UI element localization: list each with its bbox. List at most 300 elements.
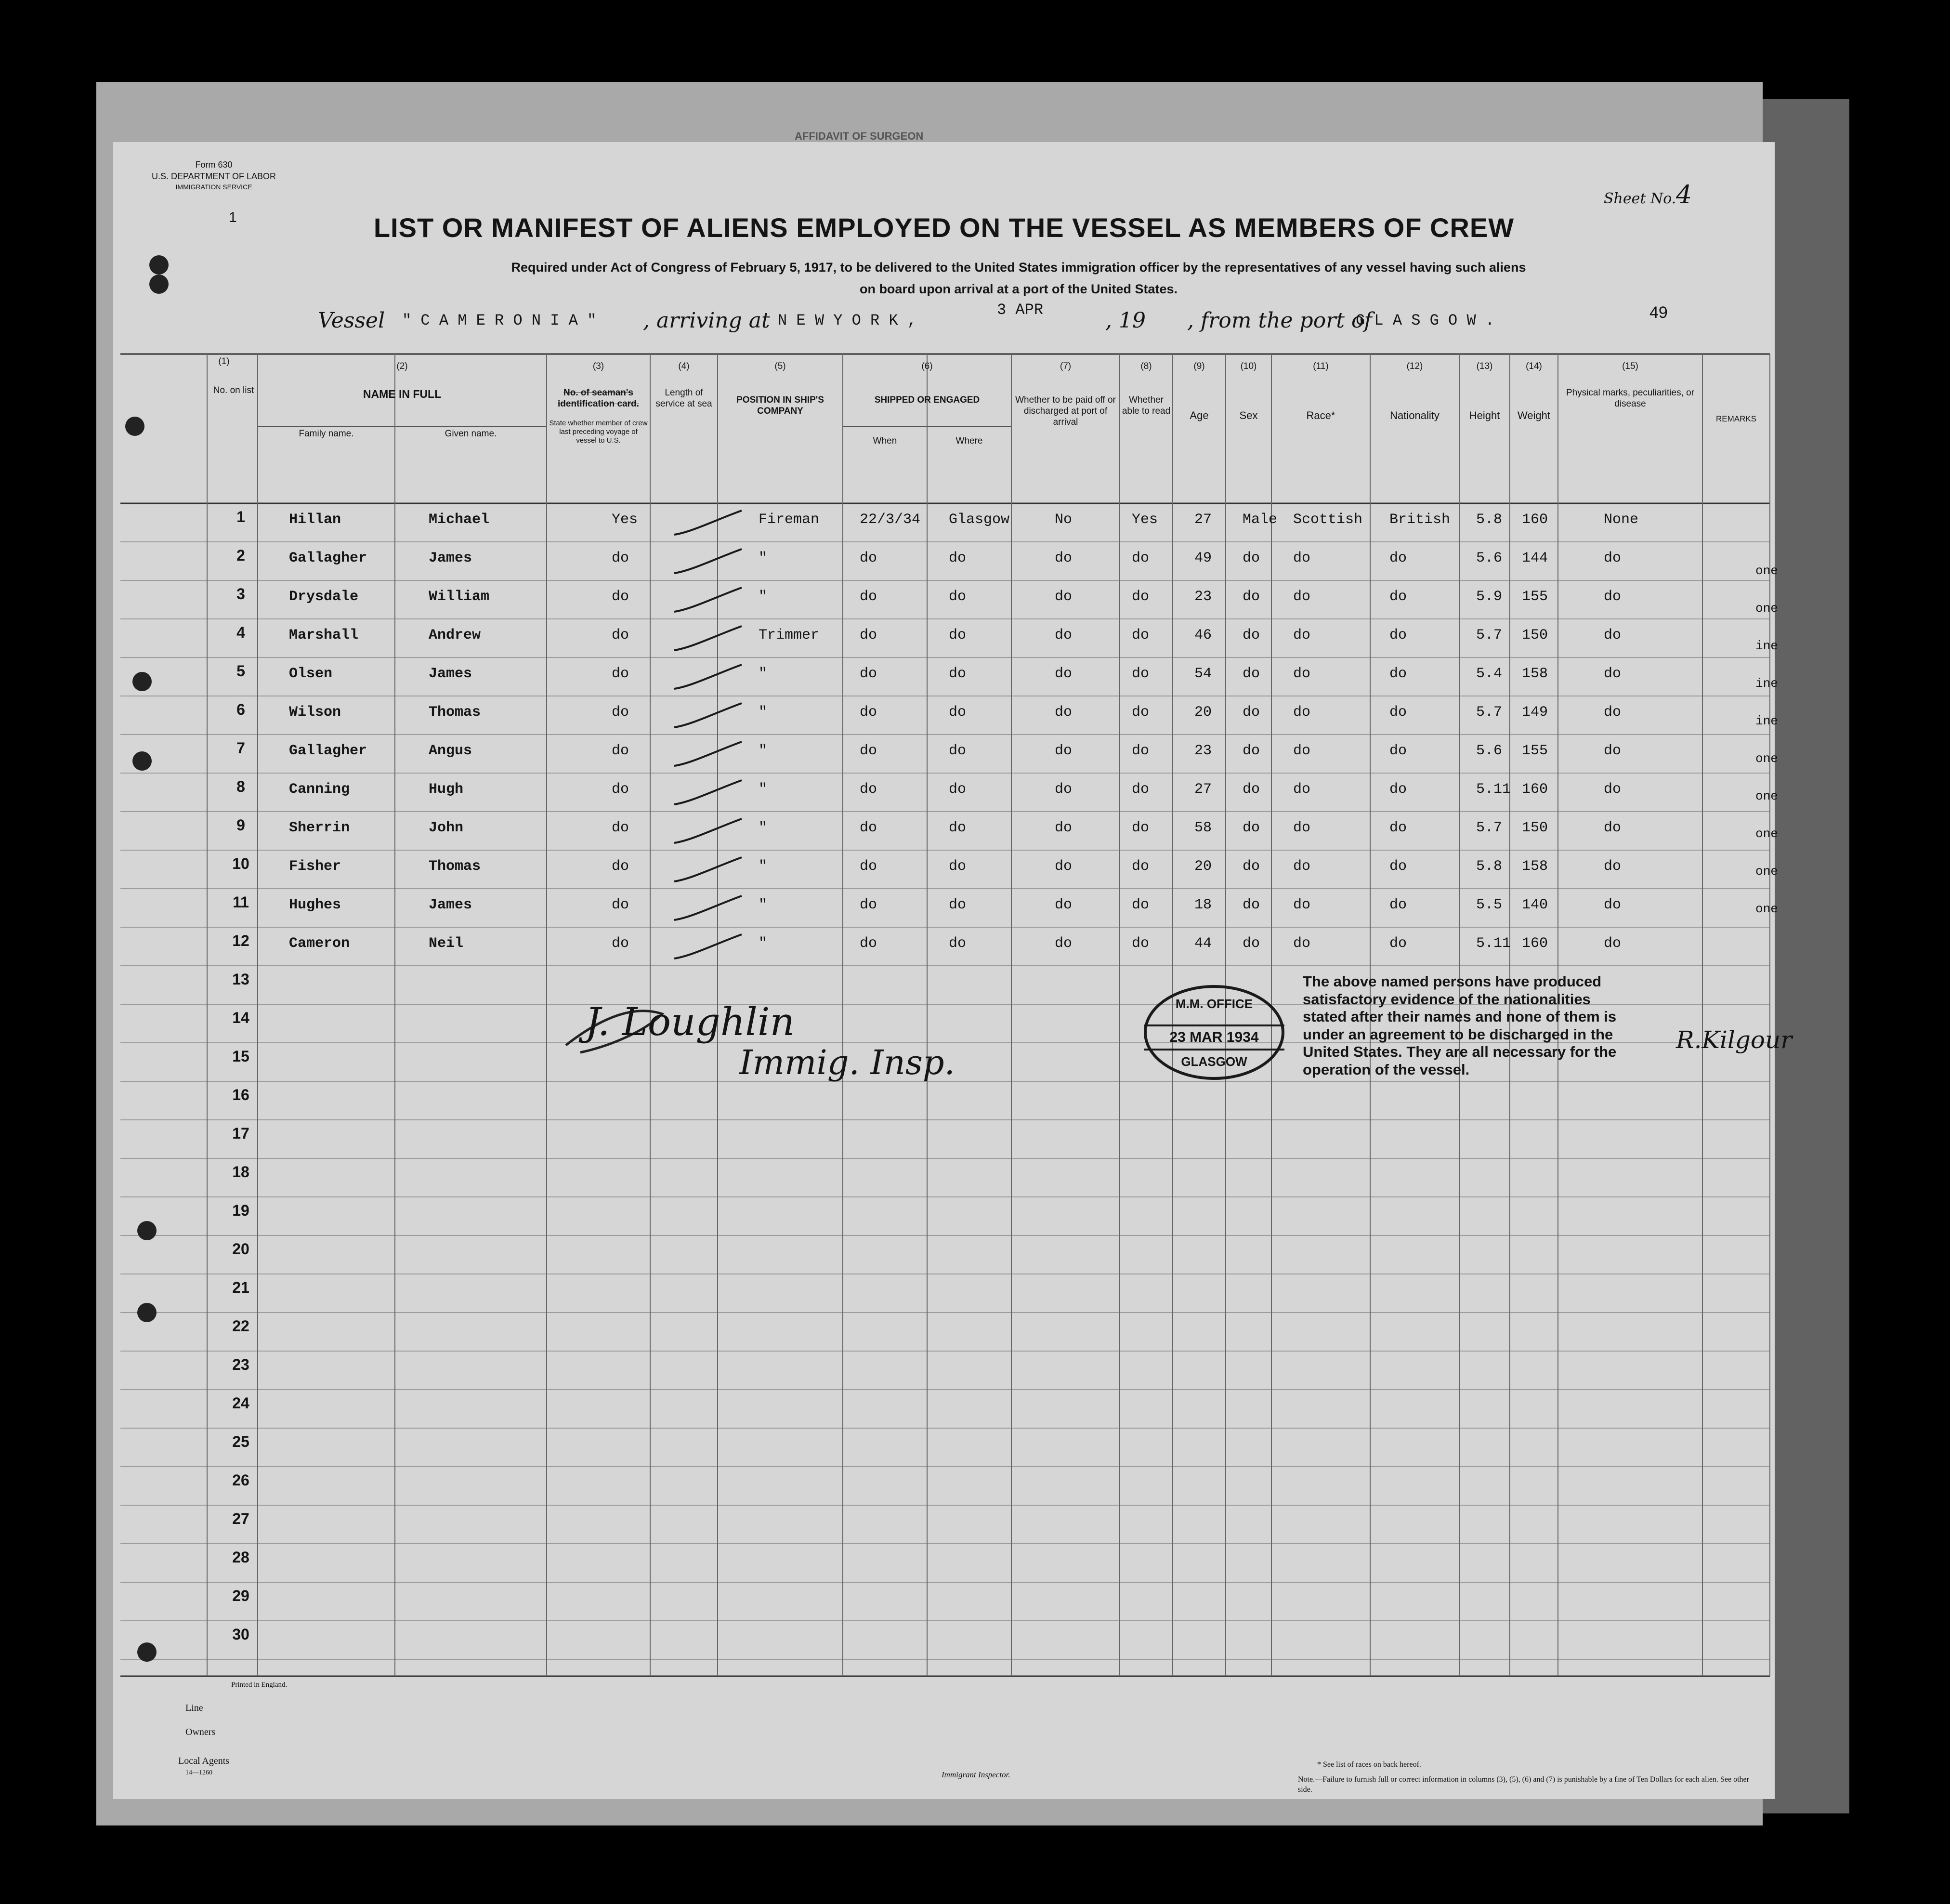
punch-hole (137, 1303, 157, 1322)
shipped-where: do (949, 550, 967, 566)
family-name: Gallagher (289, 743, 367, 759)
physical-marks: do (1604, 935, 1622, 952)
col-header-race: Race* (1306, 409, 1335, 421)
remarks-fragment: one (1755, 751, 1778, 766)
race: Scottish (1293, 512, 1363, 528)
sex: do (1243, 935, 1260, 952)
given-name: William (429, 589, 490, 605)
age: 27 (1194, 512, 1212, 528)
row-number: 24 (232, 1394, 249, 1412)
row-number: 25 (232, 1433, 249, 1450)
remarks-fragment: one (1755, 902, 1778, 916)
corner-mark: 1 (229, 210, 237, 225)
agents-code: 14—1260 (185, 1769, 212, 1776)
row-number: 9 (236, 816, 245, 834)
shipped-where: do (949, 897, 967, 913)
service-tick-mark (672, 701, 744, 735)
row-number: 10 (232, 855, 249, 872)
paid-off: do (1055, 627, 1073, 643)
paid-off: do (1055, 666, 1073, 682)
row-number: 19 (232, 1202, 249, 1219)
row-number: 18 (232, 1163, 249, 1181)
shipped-when: do (860, 666, 877, 682)
given-name: James (429, 897, 472, 913)
able-to-read: Yes (1132, 512, 1158, 528)
sex: do (1243, 666, 1260, 682)
sex: do (1243, 820, 1260, 836)
col-header-paid-off: Whether to be paid off or discharged at port of arrival (1015, 395, 1116, 427)
shipped-when: do (860, 589, 877, 605)
stamp-port: GLASGOW (1181, 1054, 1247, 1069)
physical-marks: do (1604, 550, 1622, 566)
remarks-fragment: ine (1755, 639, 1778, 653)
punch-hole (132, 751, 152, 771)
row-number: 22 (232, 1317, 249, 1335)
physical-marks: do (1604, 589, 1622, 605)
sex: Male (1243, 512, 1278, 528)
shipped-when: do (860, 781, 877, 798)
subtitle-line-2: on board upon arrival at a port of the United States. (859, 282, 1178, 296)
col-header-read: Whether able to read (1122, 395, 1171, 416)
col-num-1: (1) (218, 356, 230, 367)
row-number: 11 (233, 893, 249, 911)
family-name: Marshall (289, 627, 359, 643)
stamp-office: M.M. OFFICE (1175, 997, 1253, 1011)
race: do (1293, 589, 1311, 605)
remarks-fragment: one (1755, 827, 1778, 841)
able-to-read: do (1132, 781, 1150, 798)
race: do (1293, 935, 1311, 952)
shipped-when: do (860, 897, 877, 913)
nationality: do (1389, 589, 1407, 605)
able-to-read: do (1132, 666, 1150, 682)
col-header-card-note: State whether member of crew last preceding voyage of vessel to U.S. (549, 419, 648, 445)
row-number: 14 (232, 1009, 249, 1026)
sex: do (1243, 897, 1260, 913)
age: 49 (1194, 550, 1212, 566)
service-tick-mark (672, 508, 744, 542)
row-number: 8 (236, 778, 245, 795)
weight: 160 (1522, 781, 1548, 798)
page-mark: 49 (1649, 303, 1668, 322)
row-number: 21 (232, 1279, 249, 1296)
row-number: 17 (232, 1125, 249, 1142)
card-status: do (612, 897, 629, 913)
service-tick-mark (672, 893, 744, 927)
shipped-where: do (949, 858, 967, 875)
position: " (759, 666, 768, 682)
shipped-when: do (860, 743, 877, 759)
physical-marks: None (1604, 512, 1639, 528)
row-number: 23 (232, 1356, 249, 1373)
service-tick-mark (672, 585, 744, 619)
height: 5.9 (1476, 589, 1503, 605)
card-status: do (612, 743, 629, 759)
year-label: , 19 (1105, 308, 1146, 333)
shipped-where: do (949, 627, 967, 643)
row-number: 29 (232, 1587, 249, 1604)
weight: 158 (1522, 858, 1548, 875)
family-name: Hughes (289, 897, 341, 913)
sex: do (1243, 704, 1260, 721)
shipped-where: do (949, 820, 967, 836)
paid-off: do (1055, 704, 1073, 721)
age: 46 (1194, 627, 1212, 643)
age: 20 (1194, 704, 1212, 721)
physical-marks: do (1604, 704, 1622, 721)
age: 44 (1194, 935, 1212, 952)
col-num-6: (6) (921, 361, 933, 371)
position: " (759, 935, 768, 952)
col-num-9: (9) (1193, 361, 1205, 371)
height: 5.7 (1476, 820, 1503, 836)
given-name: Thomas (429, 858, 481, 875)
fine-note: Note.—Failure to furnish full or correct information in columns (3), (5), (6) and (7) is punishable by a fine of Ten Dollars for each alien. See other side. (1298, 1775, 1749, 1794)
family-name: Sherrin (289, 820, 350, 836)
sex: do (1243, 781, 1260, 798)
arrival-date: 3 APR (997, 301, 1044, 319)
given-name: John (429, 820, 464, 836)
row-number: 5 (236, 662, 245, 680)
remarks-fragment: one (1755, 864, 1778, 879)
service-tick-mark (672, 932, 744, 966)
punch-hole (137, 1642, 157, 1662)
height: 5.7 (1476, 627, 1503, 643)
position: " (759, 550, 768, 566)
position: " (759, 589, 768, 605)
row-number: 28 (232, 1549, 249, 1566)
height: 5.5 (1476, 897, 1503, 913)
family-name: Hillan (289, 512, 341, 528)
nationality: do (1389, 627, 1407, 643)
race: do (1293, 743, 1311, 759)
shipped-where: do (949, 589, 967, 605)
given-name: James (429, 550, 472, 566)
race: do (1293, 897, 1311, 913)
position: " (759, 704, 768, 721)
service-tick-mark (672, 624, 744, 657)
col-header-age: Age (1190, 409, 1209, 421)
able-to-read: do (1132, 589, 1150, 605)
paid-off: do (1055, 743, 1073, 759)
card-status: Yes (612, 512, 638, 528)
owners-label: Owners (185, 1727, 216, 1737)
weight: 150 (1522, 820, 1548, 836)
able-to-read: do (1132, 935, 1150, 952)
family-name: Fisher (289, 858, 341, 875)
service-tick-mark (672, 855, 744, 889)
service-tick-mark (672, 547, 744, 580)
given-name: James (429, 666, 472, 682)
punch-hole (125, 417, 144, 436)
card-status: do (612, 666, 629, 682)
weight: 160 (1522, 512, 1548, 528)
line-label: Line (185, 1703, 203, 1713)
family-name: Gallagher (289, 550, 367, 566)
card-status: do (612, 550, 629, 566)
card-status: do (612, 858, 629, 875)
physical-marks: do (1604, 897, 1622, 913)
origin-port: G L A S G O W . (1356, 312, 1495, 329)
row-number: 7 (236, 739, 245, 757)
nationality: do (1389, 666, 1407, 682)
height: 5.4 (1476, 666, 1503, 682)
card-status: do (612, 704, 629, 721)
service-tick-mark (672, 739, 744, 773)
col-header-weight: Weight (1517, 409, 1551, 421)
nationality: do (1389, 550, 1407, 566)
service-tick-mark (672, 816, 744, 850)
col-header-nationality: Nationality (1390, 409, 1440, 421)
nationality: do (1389, 820, 1407, 836)
physical-marks: do (1604, 781, 1622, 798)
race: do (1293, 550, 1311, 566)
shipped-when: do (860, 935, 877, 952)
weight: 150 (1522, 627, 1548, 643)
form-issuer (152, 159, 276, 191)
position: " (759, 820, 768, 836)
able-to-read: do (1132, 743, 1150, 759)
position: " (759, 743, 768, 759)
vessel-name: " C A M E R O N I A " (402, 312, 597, 329)
nationality: do (1389, 781, 1407, 798)
position: " (759, 858, 768, 875)
row-number: 2 (236, 547, 245, 564)
physical-marks: do (1604, 743, 1622, 759)
col-header-name: NAME IN FULL (363, 388, 442, 400)
nationality: do (1389, 704, 1407, 721)
card-status: do (612, 820, 629, 836)
family-name: Cameron (289, 935, 350, 952)
punch-hole (149, 275, 169, 294)
height: 5.6 (1476, 550, 1503, 566)
vessel-label: Vessel (318, 308, 385, 333)
col-num-2: (2) (396, 361, 408, 371)
col-num-3: (3) (592, 361, 604, 371)
nationality: do (1389, 897, 1407, 913)
age: 58 (1194, 820, 1212, 836)
inspector-label: Immigrant Inspector. (942, 1770, 1010, 1779)
punch-hole (137, 1221, 157, 1240)
office-stamp (1144, 985, 1284, 1080)
service-tick-mark (672, 662, 744, 696)
row-number: 12 (232, 932, 249, 949)
shipped-where: do (949, 781, 967, 798)
col-num-12: (12) (1406, 361, 1423, 371)
card-status: do (612, 781, 629, 798)
paid-off: do (1055, 820, 1073, 836)
weight: 149 (1522, 704, 1548, 721)
row-number: 6 (236, 701, 245, 718)
certifying-initials: R.Kilgour (1676, 1026, 1793, 1054)
physical-marks: do (1604, 627, 1622, 643)
row-number: 16 (232, 1086, 249, 1103)
sheet-number: 4 (1676, 181, 1692, 210)
physical-marks: do (1604, 858, 1622, 875)
sheet-label: Sheet No. (1604, 190, 1676, 207)
row-number: 13 (232, 971, 249, 988)
able-to-read: do (1132, 704, 1150, 721)
paid-off: do (1055, 589, 1073, 605)
row-number: 27 (232, 1510, 249, 1527)
paid-off: do (1055, 897, 1073, 913)
sex: do (1243, 589, 1260, 605)
col-header-where: Where (955, 436, 983, 446)
shipped-when: do (860, 858, 877, 875)
row-number: 30 (232, 1626, 249, 1643)
page-title: LIST OR MANIFEST OF ALIENS EMPLOYED ON THE VESSEL AS MEMBERS OF CREW (373, 212, 1515, 243)
family-name: Canning (289, 781, 350, 798)
agents-label: Local Agents (178, 1756, 230, 1766)
sex: do (1243, 743, 1260, 759)
height: 5.6 (1476, 743, 1503, 759)
paid-off: do (1055, 550, 1073, 566)
given-name: Andrew (429, 627, 481, 643)
service: IMMIGRATION SERVICE (175, 183, 252, 191)
remarks-fragment: one (1755, 789, 1778, 803)
able-to-read: do (1132, 897, 1150, 913)
punch-hole (149, 255, 169, 275)
row-number: 15 (232, 1048, 249, 1065)
inspector-title: Immig. Insp. (739, 1043, 955, 1082)
family-name: Olsen (289, 666, 333, 682)
race: do (1293, 820, 1311, 836)
race: do (1293, 781, 1311, 798)
age: 54 (1194, 666, 1212, 682)
paid-off: do (1055, 781, 1073, 798)
inspector-signature: J. Loughlin (585, 999, 795, 1044)
manifest-sheet (113, 142, 1793, 1799)
sex: do (1243, 627, 1260, 643)
able-to-read: do (1132, 627, 1150, 643)
height: 5.8 (1476, 858, 1503, 875)
paid-off: do (1055, 858, 1073, 875)
race: do (1293, 704, 1311, 721)
arrival-port: N E W Y O R K , (778, 312, 917, 329)
height: 5.7 (1476, 704, 1503, 721)
card-status: do (612, 627, 629, 643)
service-tick-mark (672, 778, 744, 812)
sex: do (1243, 858, 1260, 875)
from-port-label: , from the port of (1187, 308, 1372, 333)
race-footnote: * See list of races on back hereof. (1317, 1760, 1421, 1769)
given-name: Hugh (429, 781, 464, 798)
col-num-10: (10) (1240, 361, 1257, 371)
row-number: 4 (236, 624, 245, 641)
remarks-fragment: ine (1755, 714, 1778, 728)
given-name: Thomas (429, 704, 481, 721)
race: do (1293, 666, 1311, 682)
weight: 144 (1522, 550, 1548, 566)
given-name: Angus (429, 743, 472, 759)
col-header-sex: Sex (1239, 409, 1258, 421)
nationality: British (1389, 512, 1451, 528)
shipped-where: do (949, 666, 967, 682)
shipped-where: do (949, 935, 967, 952)
col-header-height: Height (1469, 409, 1500, 421)
col-header-no: No. on list (213, 385, 254, 395)
shipped-when: do (860, 820, 877, 836)
stamp-date: 23 MAR 1934 (1144, 1024, 1284, 1050)
shipped-where: do (949, 743, 967, 759)
col-header-service: Length of service at sea (655, 388, 712, 409)
form-number: Form 630 (195, 160, 233, 170)
race: do (1293, 858, 1311, 875)
card-status: do (612, 935, 629, 952)
age: 23 (1194, 743, 1212, 759)
col-num-4: (4) (678, 361, 690, 371)
row-number: 20 (232, 1240, 249, 1258)
col-header-shipped: SHIPPED OR ENGAGED (874, 395, 980, 405)
nationality: do (1389, 743, 1407, 759)
able-to-read: do (1132, 858, 1150, 875)
position: " (759, 781, 768, 798)
punch-hole (132, 672, 152, 691)
weight: 140 (1522, 897, 1548, 913)
row-number: 26 (232, 1471, 249, 1489)
weight: 158 (1522, 666, 1548, 682)
paid-off: No (1055, 512, 1073, 528)
shipped-where: do (949, 704, 967, 721)
shipped-where: Glasgow (949, 512, 1010, 528)
col-num-13: (13) (1476, 361, 1493, 371)
remarks-fragment: one (1755, 564, 1778, 578)
given-name: Michael (429, 512, 490, 528)
card-status: do (612, 589, 629, 605)
height: 5.11 (1476, 781, 1511, 798)
col-header-family: Family name. (299, 429, 354, 439)
row-number: 1 (236, 508, 245, 525)
paid-off: do (1055, 935, 1073, 952)
col-num-8: (8) (1140, 361, 1152, 371)
age: 23 (1194, 589, 1212, 605)
position: Fireman (759, 512, 820, 528)
nationality: do (1389, 858, 1407, 875)
height: 5.11 (1476, 935, 1511, 952)
nationality: do (1389, 935, 1407, 952)
shipped-when: 22/3/34 (860, 512, 921, 528)
col-header-when: When (873, 436, 897, 446)
col-header-given: Given name. (445, 429, 497, 439)
shipped-when: do (860, 550, 877, 566)
col-header-card: No. of seaman's identification card. (558, 388, 639, 409)
weight: 155 (1522, 589, 1548, 605)
sex: do (1243, 550, 1260, 566)
able-to-read: do (1132, 550, 1150, 566)
physical-marks: do (1604, 666, 1622, 682)
family-name: Drysdale (289, 589, 359, 605)
subtitle-line-1: Required under Act of Congress of February 5, 1917, to be delivered to the United States immigration officer by the representatives of any vessel having such aliens (511, 260, 1526, 275)
col-num-11: (11) (1313, 361, 1329, 371)
height: 5.8 (1476, 512, 1503, 528)
position: " (759, 897, 768, 913)
printed-note: Printed in England. (231, 1681, 288, 1689)
col-num-14: (14) (1526, 361, 1542, 371)
certification-text: The above named persons have produced satisfactory evidence of the nationalities stated after their names and none of them is under an agreement to be discharged in the United States. They are all necessary for the operation of the vessel. (1303, 973, 1617, 1078)
col-num-7: (7) (1060, 361, 1072, 371)
department: U.S. DEPARTMENT OF LABOR (152, 171, 276, 182)
bleed-through-heading: AFFIDAVIT OF SURGEON (795, 130, 924, 142)
shipped-when: do (860, 704, 877, 721)
family-name: Wilson (289, 704, 341, 721)
row-number: 3 (236, 585, 245, 603)
physical-marks: do (1604, 820, 1622, 836)
shipped-when: do (860, 627, 877, 643)
age: 27 (1194, 781, 1212, 798)
age: 18 (1194, 897, 1212, 913)
col-header-position: POSITION IN SHIP'S COMPANY (736, 395, 824, 416)
race: do (1293, 627, 1311, 643)
